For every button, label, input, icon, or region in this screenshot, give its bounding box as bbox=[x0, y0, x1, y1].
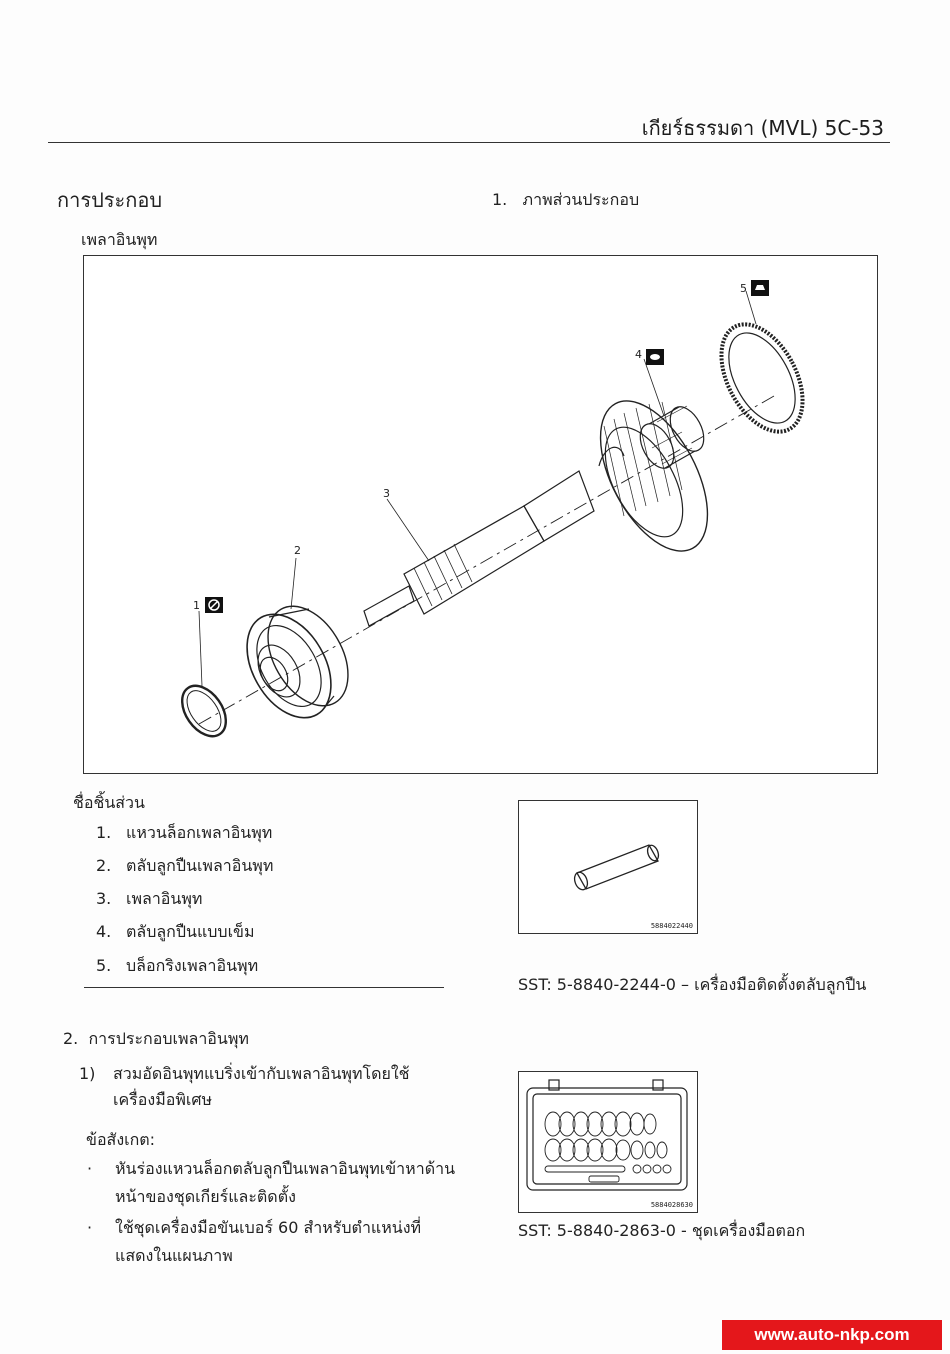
tool-1-code: 5884022440 bbox=[650, 922, 693, 930]
blocker-ring-drawing bbox=[705, 311, 819, 445]
note-bullet-text: หันร่องแหวนล็อกตลับลูกปืนเพลาอินพุทเข้าหาด้านหน้าของชุดเกียร์และติดตั้ง bbox=[115, 1159, 455, 1206]
step-2-number: 2. bbox=[63, 1029, 79, 1048]
section-title: การประกอบ bbox=[57, 188, 163, 212]
bearing-installer-drawing bbox=[519, 801, 697, 933]
callout-2: 2 bbox=[294, 544, 301, 557]
exploded-diagram bbox=[83, 255, 878, 774]
callout-3: 3 bbox=[383, 487, 390, 500]
leader-line-3 bbox=[387, 499, 429, 561]
step-1-label: ภาพส่วนประกอบ bbox=[522, 190, 640, 209]
part-label: ตลับลูกปืนแบบเข็ม bbox=[126, 922, 255, 941]
assembly-axis-line bbox=[199, 396, 774, 724]
needle-bearing-drawing bbox=[633, 401, 710, 474]
input-shaft-drawing bbox=[364, 384, 730, 626]
parts-list-heading: ชื่อชิ้นส่วน bbox=[73, 793, 145, 812]
tool-2-image bbox=[518, 1071, 698, 1213]
part-number: 1. bbox=[96, 823, 112, 842]
input-bearing-drawing bbox=[230, 592, 365, 732]
driver-set-drawing bbox=[519, 1072, 697, 1212]
note-bullet bbox=[87, 1155, 455, 1211]
subsection-title: เพลาอินพุท bbox=[81, 230, 158, 249]
part-label: แหวนล็อกเพลาอินพุท bbox=[126, 823, 273, 842]
leader-line-2 bbox=[291, 558, 296, 609]
tool-2-code: 5884028630 bbox=[650, 1201, 693, 1209]
page-header-title: เกียร์ธรรมดา (MVL) 5C-53 bbox=[641, 116, 884, 140]
do-not-reuse-icon bbox=[205, 597, 223, 613]
step-1-heading bbox=[492, 188, 639, 213]
parts-list-divider bbox=[84, 987, 444, 988]
step-1-number: 1. bbox=[492, 190, 508, 209]
website-badge[interactable]: www.auto-nkp.com bbox=[722, 1320, 942, 1350]
bullet-dot-icon: · bbox=[87, 1159, 93, 1178]
bullet-dot-icon: · bbox=[87, 1218, 93, 1237]
step-2-heading bbox=[63, 1027, 249, 1052]
part-item bbox=[96, 954, 258, 979]
callout-1: 1 bbox=[193, 599, 200, 612]
callout-4: 4 bbox=[635, 348, 642, 361]
step-2-label: การประกอบเพลาอินพุท bbox=[88, 1029, 249, 1048]
tool-2-caption: SST: 5-8840-2863-0 - ชุดเครื่องมือตอก bbox=[518, 1221, 806, 1240]
part-item bbox=[96, 887, 202, 912]
part-label: บล็อกริงเพลาอินพุท bbox=[126, 956, 259, 975]
grease-icon bbox=[646, 349, 664, 365]
part-number: 2. bbox=[96, 856, 112, 875]
substep-1-text: สวมอัดอินพุทแบริ่งเข้ากับเพลาอินพุทโดยใช้เครื่องมือพิเศษ bbox=[113, 1064, 410, 1109]
note-bullet bbox=[87, 1214, 455, 1270]
part-label: เพลาอินพุท bbox=[126, 889, 203, 908]
tool-1-image bbox=[518, 800, 698, 934]
part-number: 3. bbox=[96, 889, 112, 908]
substep-1-number: 1) bbox=[79, 1064, 96, 1083]
note-label: ข้อสังเกต: bbox=[86, 1130, 156, 1149]
note-bullet-text: ใช้ชุดเครื่องมือขันเบอร์ 60 สำหรับตำแหน่งที่แสดงในแผนภาพ bbox=[115, 1218, 422, 1265]
part-number: 4. bbox=[96, 922, 112, 941]
snap-ring-drawing bbox=[173, 678, 235, 745]
tool-1-caption: SST: 5-8840-2244-0 – เครื่องมือติดตั้งตลับลูกปืน bbox=[518, 975, 867, 994]
exploded-diagram-svg bbox=[84, 256, 877, 773]
part-item bbox=[96, 854, 273, 879]
part-label: ตลับลูกปืนเพลาอินพุท bbox=[126, 856, 274, 875]
callout-5: 5 bbox=[740, 282, 747, 295]
substep-1 bbox=[79, 1061, 443, 1113]
oil-icon bbox=[751, 280, 769, 296]
header-divider bbox=[48, 142, 890, 143]
part-number: 5. bbox=[96, 956, 112, 975]
leader-line-1 bbox=[199, 611, 202, 686]
part-item bbox=[96, 821, 272, 846]
part-item bbox=[96, 920, 255, 945]
